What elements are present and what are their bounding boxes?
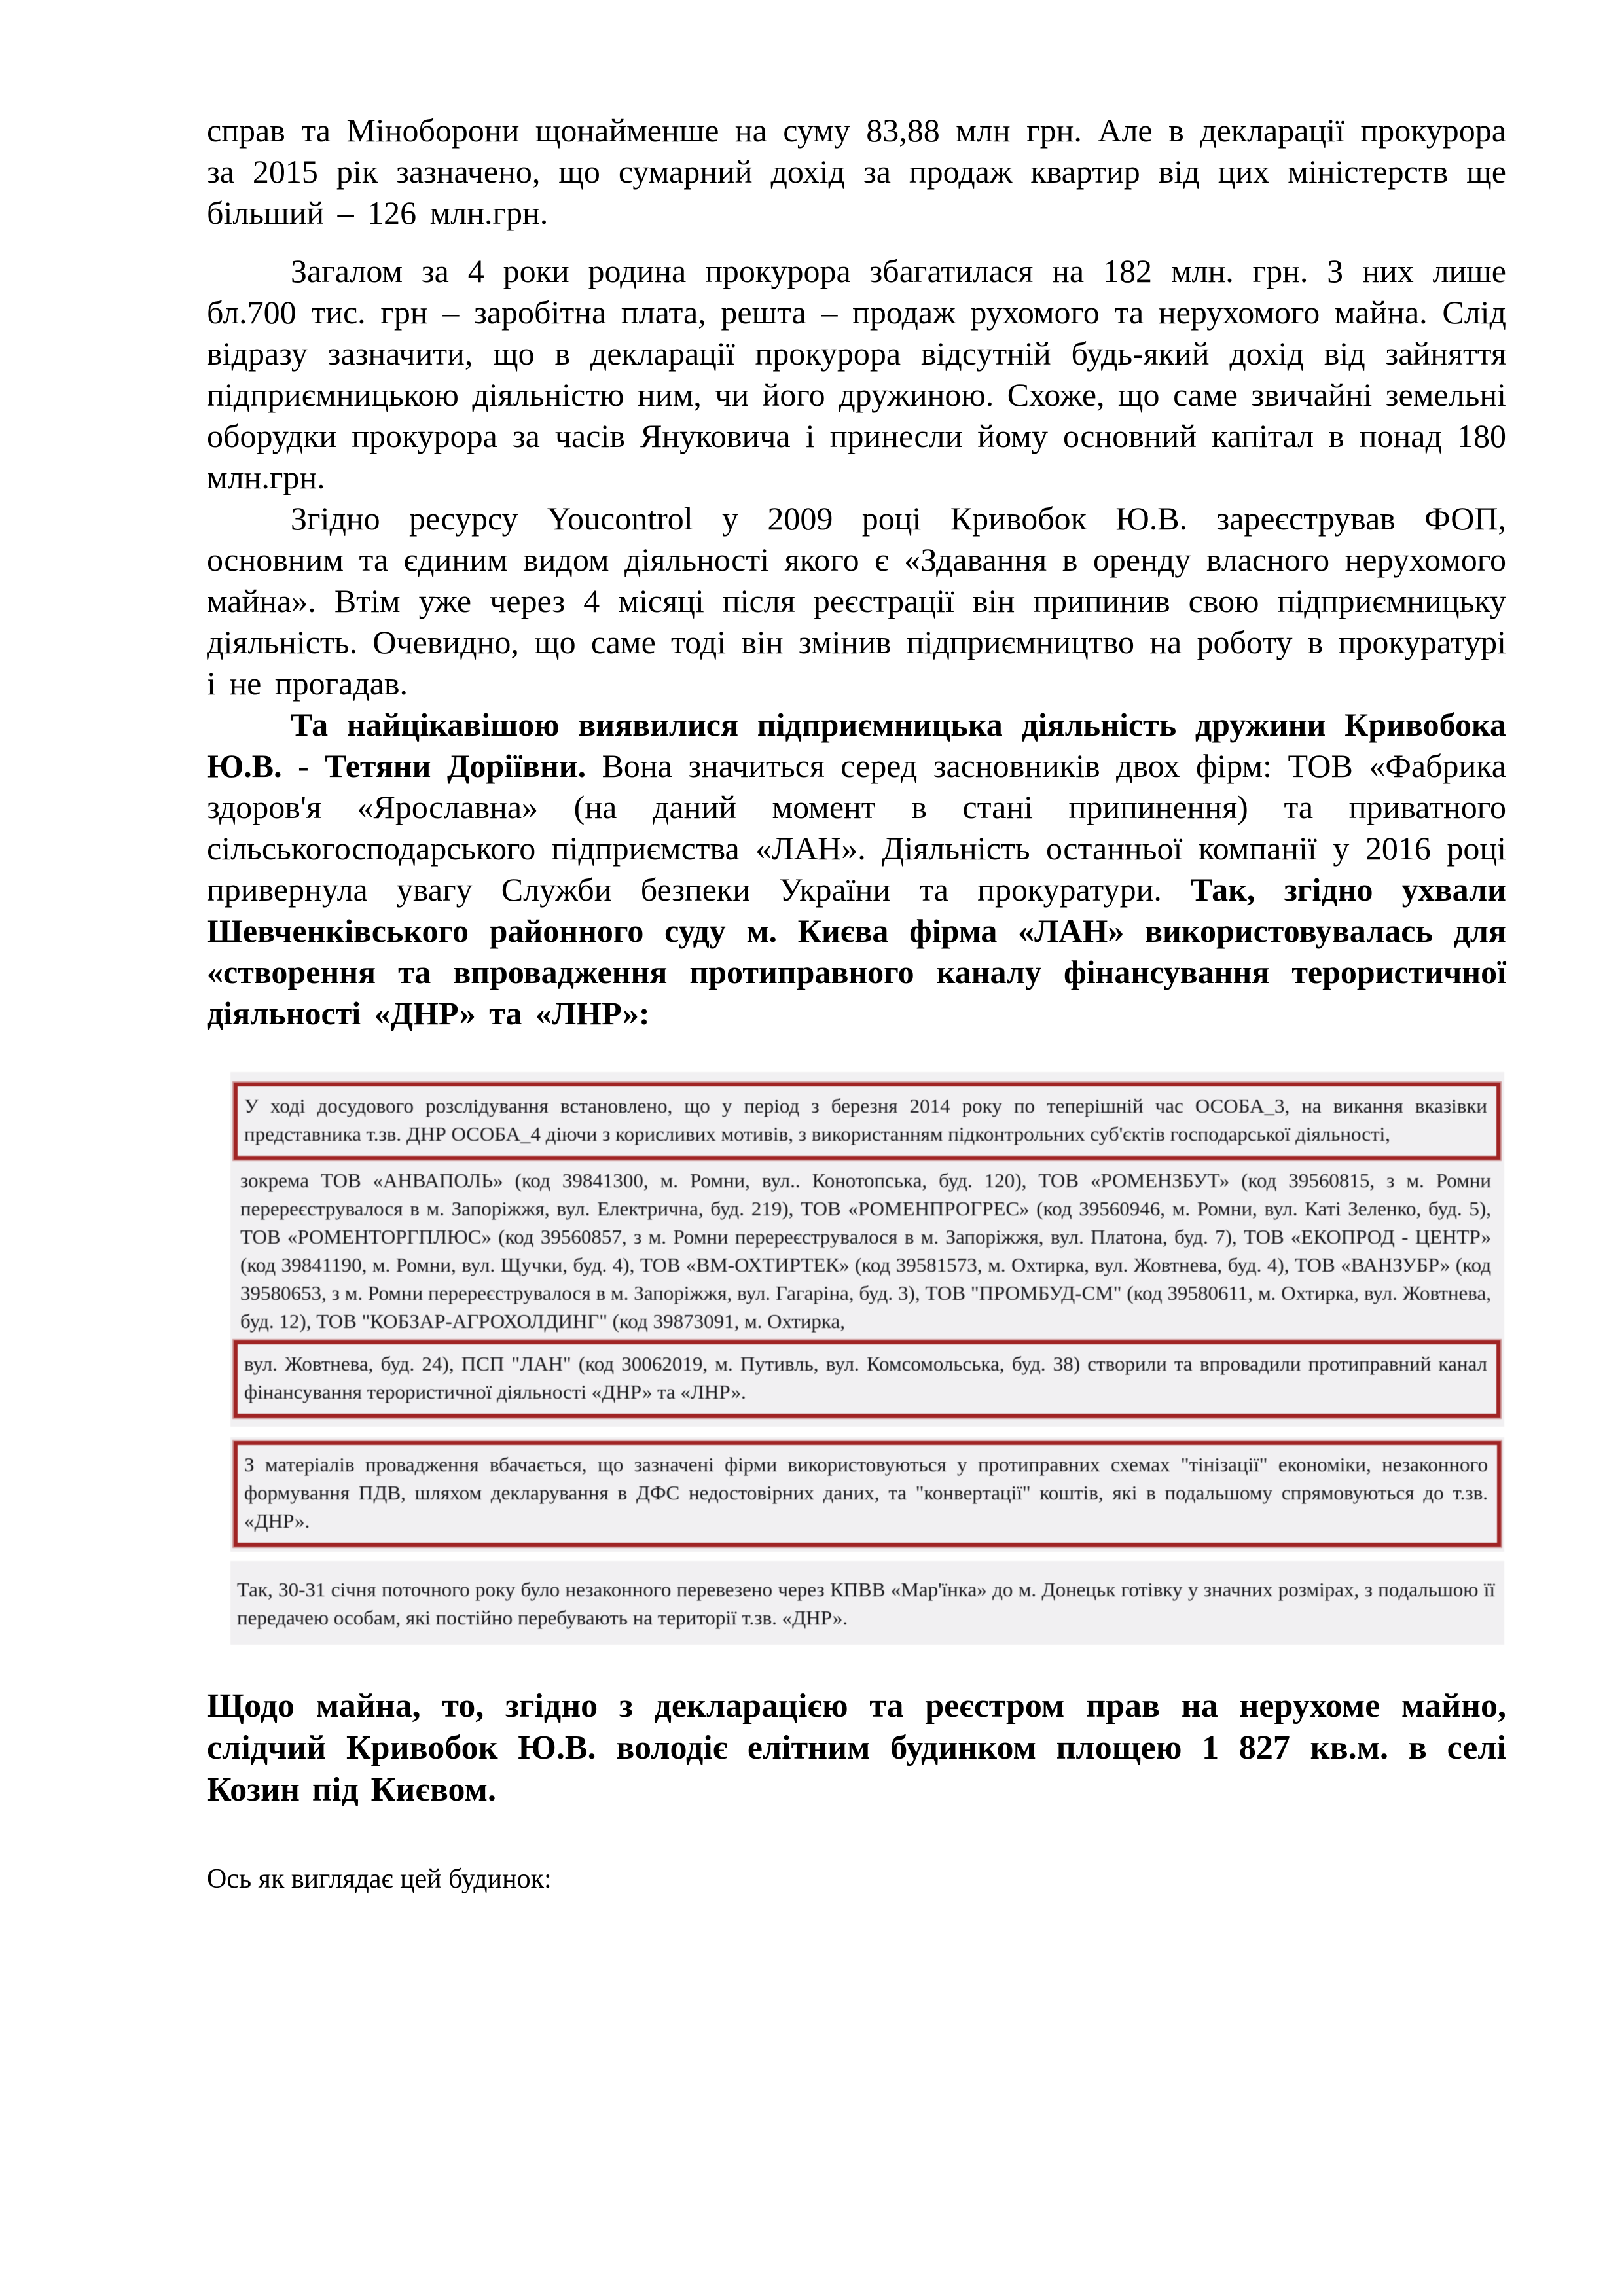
paragraph-text: Загалом за 4 роки родина прокурора збагатилася на 182 млн. грн. З них лише бл.700 тис. грн – заробітна плата, решта – продаж рухомого та нерухомого майна. Слід відразу зазначити, що в декларації прокурора відсутній будь-який дохід від зайняття підприємницькою діяльністю ним, чи його дружиною. Схоже, що саме звичайні земельні оборудки прокурора за часів Януковича і принесли йому основний капітал в понад 180 млн.грн. — [207, 253, 1506, 495]
paragraph-text: Вона значиться серед засновників двох фірм: ТОВ «Фабрика здоров'я «Ярославна» (на даний момент в стані припинення) та приватного сільськогосподарського підприємства «ЛАН». Діяльність останньої компанії у 2016 році привернула увагу Служби безпеки України та прокуратури. — [207, 747, 1506, 908]
court-ruling-screenshot-2 — [230, 1437, 1504, 1552]
excerpt-plain-text: Так, 30-31 січня поточного року було незаконного перевезено через КПВВ «Мар'їнка» до м. Донецьк готівку у значних розмірах, з подальшою її передачею особам, які постійно перебувають на території т.зв. «ДНР». — [237, 1578, 1495, 1629]
bold-tail-text: Так, згідно ухвали Шевченківського районного суду м. Києва фірма «ЛАН» використовувалась для «створення та впровадження протиправного каналу фінансування терористичної діяльності «ДНР» та «ЛНР»: — [207, 871, 1506, 1031]
paragraph-text: Щодо майна, то, згідно з декларацією та реєстром прав на нерухоме майно, слідчий Кривобок Ю.В. володіє елітним будинком площею 1 827 кв.м. в селі Козин під Києвом. — [207, 1687, 1506, 1808]
court-ruling-screenshot-1 — [230, 1072, 1504, 1427]
paragraph-youcontrol-fop — [207, 498, 1506, 704]
bold-lead-text: Та найцікавішою виявилися підприємницька діяльність дружини Кривобока Ю.В. - Тетяни Доріївни. — [207, 706, 1506, 784]
excerpt-company-list — [234, 1160, 1500, 1340]
excerpt-boxed-text: У ході досудового розслідування встановлено, що у період з березня 2014 року по теперішній час ОСОБА_3, на викання вказівки представника т.зв. ДНР ОСОБА_4 діючи з корисливих мотивів, з використанням підконтрольних суб'єктів господарської діяльності, — [244, 1094, 1487, 1145]
paragraph-house-intro — [207, 1862, 1506, 1896]
excerpt-boxed-text: вул. Жовтнева, буд. 24), ПСП "ЛАН" (код 30062019, м. Путивль, вул. Комсомольська, буд. 38) створили та впровадили протиправний канал фінансування терористичної діяльності «ДНР» та «ЛНР». — [244, 1352, 1487, 1403]
paragraph-property-bold — [207, 1685, 1506, 1811]
paragraph-family-income — [207, 251, 1506, 498]
paragraph-text: справ та Міноборони щонайменше на суму 83,88 млн грн. Але в декларації прокурора за 2015 рік зазначено, що сумарний дохід за продаж квартир від цих міністерств ще більший – 126 млн.грн. — [207, 112, 1506, 231]
red-highlight-box-top — [234, 1083, 1500, 1160]
paragraph-ministries-sum — [207, 110, 1506, 234]
paragraph-wife-business — [207, 704, 1506, 1034]
excerpt-boxed-text: З матеріалів провадження вбачається, що зазначені фірми використовуються у протиправних схемах "тінізації" економіки, незаконного формування ПДВ, шляхом декларування в ДФС недостовірних даних, та "конвертації" коштів, які в подальшому спрямовуються до т.зв. «ДНР». — [244, 1453, 1488, 1532]
excerpt-plain-text: зокрема ТОВ «АНВАПОЛЬ» (код 39841300, м. Ромни, вул.. Конотопська, буд. 120), ТОВ «РОМЕНЗБУТ» (код 39560815, з м. Ромни перереєструвалося в м. Запоріжжя, вул. Електрична, буд. 219), ТОВ «РОМЕНПРОГРЕС» (код 39560946, м. Ромни, вул. Каті Зеленко, буд. 5), ТОВ «РОМЕНТОРГПЛЮС» (код 39560857, з м. Ромни перереєструвалося в м. Запоріжжя, вул. Платона, буд. 7), ТОВ «ЕКОПРОД - ЦЕНТР» (код 39841190, м. Ромни, вул. Щучки, буд. 4), ТОВ «ВМ-ОХТИРТЕК» (код 39581573, м. Охтирка, вул. Жовтнева, буд. 4), ТОВ «ВАНЗУБР» (код 39580653, з м. Ромни перереєструвалося в м. Запоріжжя, вул. Гагаріна, буд. 3), ТОВ "ПРОМБУД-СМ" (код 39580611, м. Охтирка, вул. Жовтнева, буд. 12), ТОВ "КОБЗАР-АГРОХОЛДИНГ" (код 39873091, м. Охтирка, — [240, 1169, 1491, 1333]
paragraph-text: Згідно ресурсу Youcontrol у 2009 році Кривобок Ю.В. зареєстрував ФОП, основним та єдиним видом діяльності якого є «Здавання в оренду власного нерухомого майна». Втім уже через 4 місяці після реєстрації він припинив свою підприємницьку діяльність. Очевидно, що саме тоді він змінив підприємництво на роботу в прокуратурі і не прогадав. — [207, 500, 1506, 702]
court-ruling-screenshot-3 — [230, 1561, 1504, 1645]
red-highlight-box-bottom — [234, 1340, 1500, 1418]
paragraph-text: Ось як виглядає цей будинок: — [207, 1864, 552, 1894]
red-highlight-box — [234, 1441, 1501, 1547]
